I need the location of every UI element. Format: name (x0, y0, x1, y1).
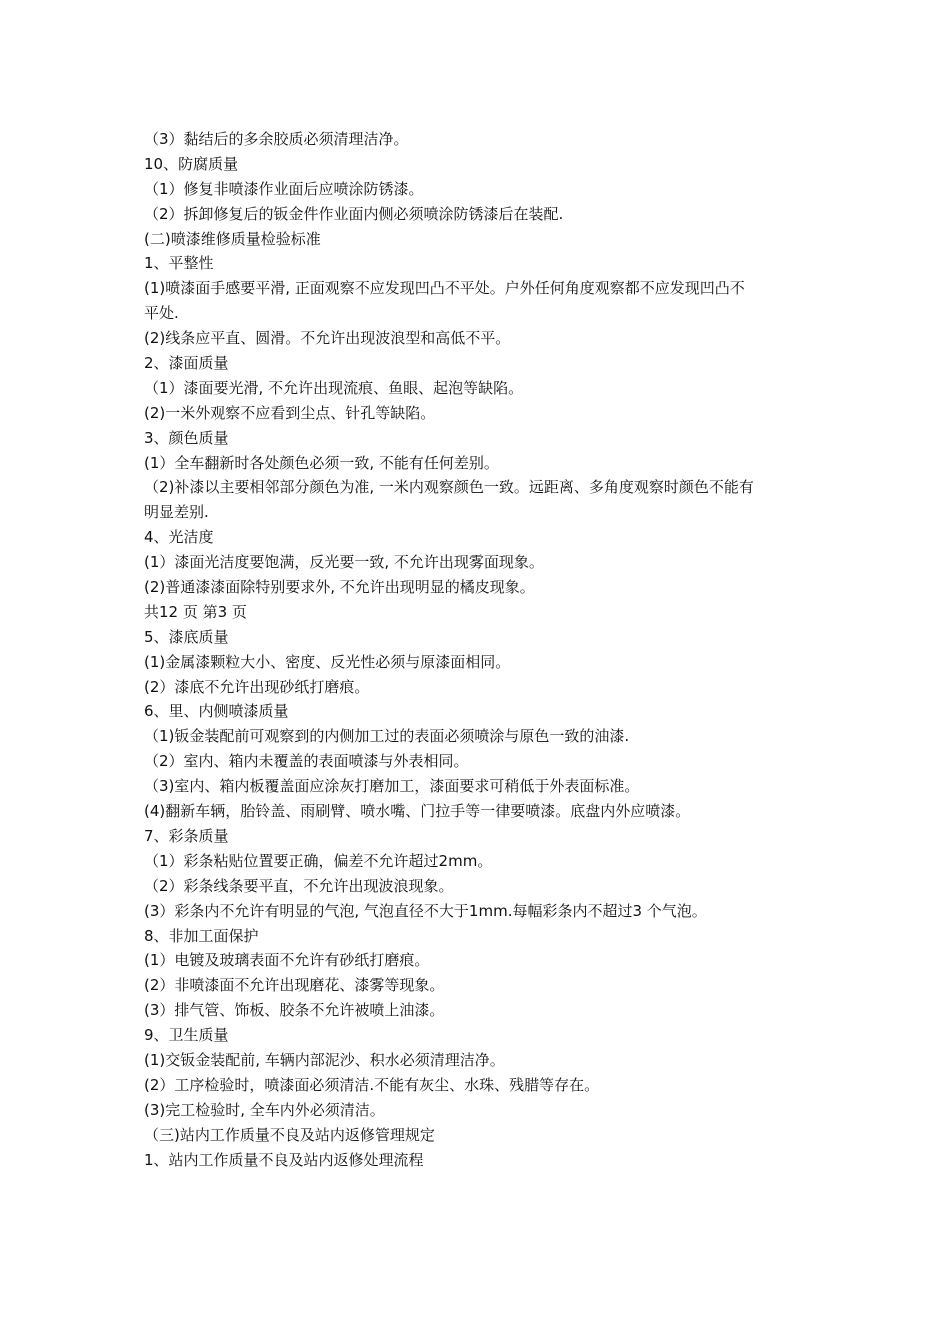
text-line: （1）修复非喷漆作业面后应喷涂防锈漆。 (144, 179, 424, 198)
section-heading: 9、卫生质量 (144, 1026, 229, 1045)
text-line: （2）彩条线条要平直，不允许出现波浪现象。 (144, 876, 454, 895)
text-line: (2)线条应平直、圆滑。不允许出现波浪型和高低不平。 (144, 329, 511, 348)
text-line: (4)翻新车辆，胎铃盖、雨刷臂、喷水嘴、门拉手等一律要喷漆。底盘内外应喷漆。 (144, 802, 691, 821)
text-line: (1）电镀及玻璃表面不允许有砂纸打磨痕。 (144, 951, 430, 970)
text-line: (1）全车翻新时各处颜色必须一致, 不能有任何差别。 (144, 453, 499, 472)
text-line: 平处. (144, 304, 179, 323)
text-line: (2）工序检验时，喷漆面必须清洁.不能有灰尘、水珠、残腊等存在。 (144, 1075, 600, 1094)
section-heading: 10、防腐质量 (144, 154, 239, 173)
text-line: (2)一米外观察不应看到尘点、针孔等缺陷。 (144, 403, 436, 422)
text-line: (1)金属漆颗粒大小、密度、反光性必须与原漆面相同。 (144, 652, 511, 671)
text-line: (1)交钣金装配前, 车辆内部泥沙、积水必须清理洁净。 (144, 1050, 505, 1069)
text-line: (2)普通漆漆面除特别要求外, 不允许出现明显的橘皮现象。 (144, 578, 535, 597)
text-line: （1）漆面要光滑, 不允许出现流痕、鱼眼、起泡等缺陷。 (144, 378, 524, 397)
text-line: (3）排气管、饰板、胶条不允许被喷上油漆。 (144, 1001, 445, 1020)
text-line: （3)室内、箱内板覆盖面应涂灰打磨加工，漆面要求可稍低于外表面标准。 (144, 777, 640, 796)
text-line: （3）黏结后的多余胶质必须清理洁净。 (144, 130, 409, 148)
text-line: 明显差别. (144, 503, 209, 522)
text-line: (2）非喷漆面不允许出现磨花、漆雾等现象。 (144, 976, 445, 995)
text-line: （2)补漆以主要相邻部分颜色为准, 一米内观察颜色一致。远距离、多角度观察时颜色不能有 (144, 478, 754, 497)
section-heading: 6、里、内侧喷漆质量 (144, 702, 289, 721)
chapter-heading: (二)喷漆维修质量检验标准 (144, 229, 321, 248)
chapter-heading: （三)站内工作质量不良及站内返修管理规定 (144, 1125, 435, 1144)
section-heading: 1、站内工作质量不良及站内返修处理流程 (144, 1150, 424, 1169)
document-body (144, 127, 809, 1172)
section-heading: 7、彩条质量 (144, 826, 229, 845)
text-line: (2）漆底不允许出现砂纸打磨痕。 (144, 677, 370, 696)
text-line: (1）漆面光洁度要饱满，反光要一致, 不允许出现雾面现象。 (144, 553, 544, 572)
section-heading: 3、颜色质量 (144, 428, 229, 447)
text-line: （1)钣金装配前可观察到的内侧加工过的表面必须喷涂与原色一致的油漆. (144, 727, 630, 746)
text-line: （2）室内、箱内未覆盖的表面喷漆与外表相同。 (144, 752, 469, 771)
text-line: (3）彩条内不允许有明显的气泡, 气泡直径不大于1mm.每幅彩条内不超过3 个气泡。 (144, 901, 707, 920)
section-heading: 8、非加工面保护 (144, 926, 259, 945)
text-line: （2）拆卸修复后的钣金件作业面内侧必须喷涂防锈漆后在装配. (144, 204, 564, 223)
section-heading: 4、光洁度 (144, 528, 214, 547)
text-line: (1)喷漆面手感要平滑, 正面观察不应发现凹凸不平处。户外任何角度观察都不应发现凹凸不 (144, 279, 745, 298)
section-heading: 5、漆底质量 (144, 627, 229, 646)
section-heading: 2、漆面质量 (144, 354, 229, 373)
text-line: (3)完工检验时, 全车内外必须清洁。 (144, 1100, 385, 1119)
text-line: （1）彩条粘贴位置要正确，偏差不允许超过2mm。 (144, 851, 493, 870)
section-heading: 1、平整性 (144, 254, 214, 273)
page-footer: 共12 页 第3 页 (144, 602, 247, 621)
